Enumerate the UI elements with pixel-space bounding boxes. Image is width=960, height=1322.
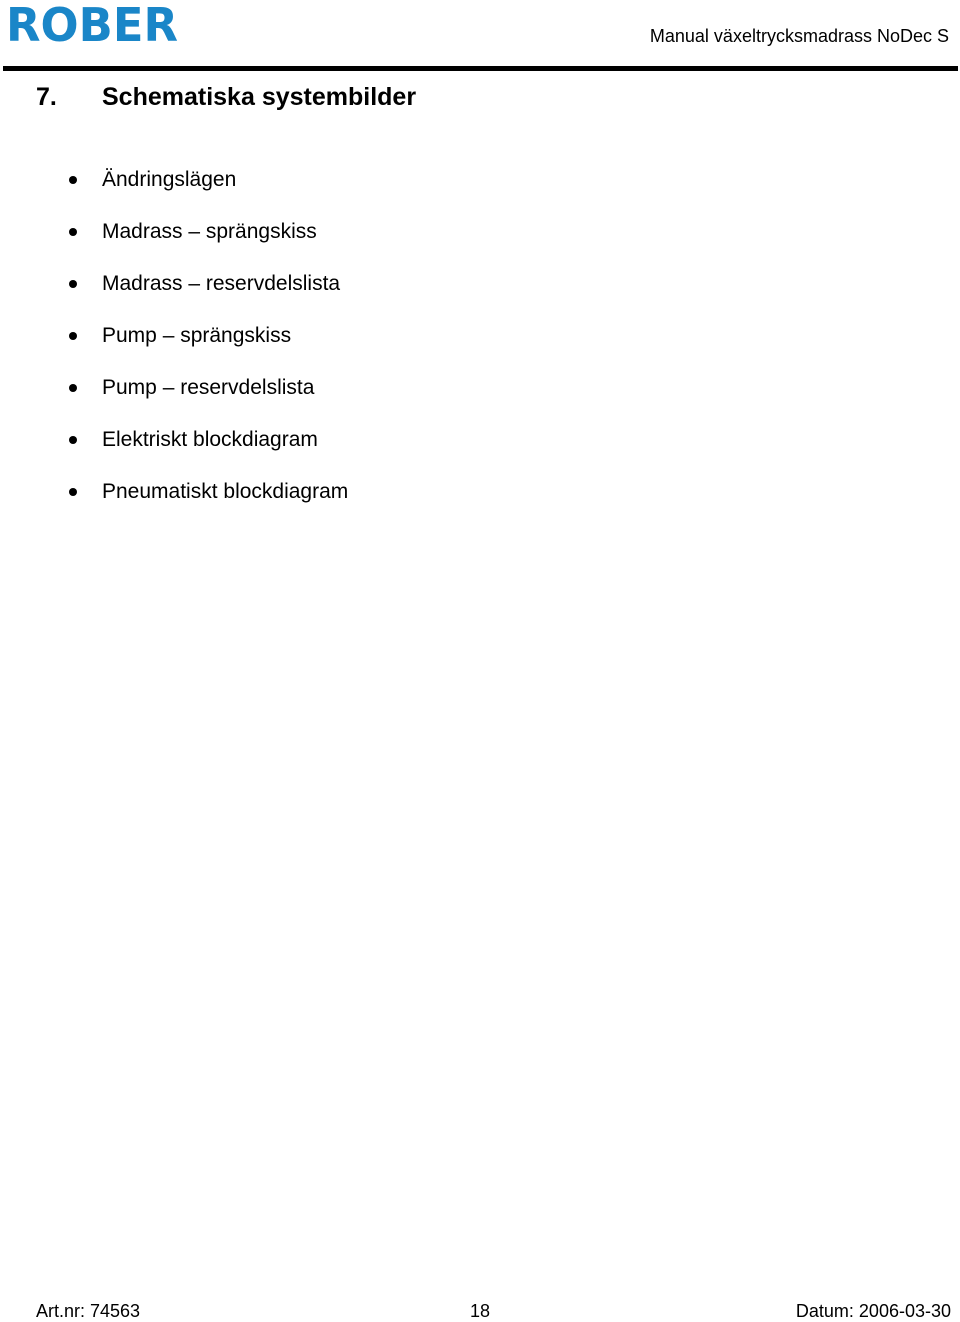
header-divider xyxy=(3,66,958,71)
section-heading xyxy=(36,82,416,112)
document-title: Manual växeltrycksmadrass NoDec S xyxy=(649,26,949,46)
list-item-text: Ändringslägen xyxy=(102,168,237,191)
bullet-icon xyxy=(69,384,77,392)
bullet-icon xyxy=(69,176,77,184)
footer-page-number: 18 xyxy=(470,1301,491,1321)
bullet-icon xyxy=(69,280,77,288)
logo-wordmark: ROBER xyxy=(6,1,178,45)
section-title: Schematiska systembilder xyxy=(102,83,417,111)
rober-logo xyxy=(6,1,182,45)
bullet-icon xyxy=(69,228,77,236)
footer-article-number: Art.nr: 74563 xyxy=(36,1301,141,1321)
footer-date: Datum: 2006-03-30 xyxy=(795,1301,951,1321)
list-item-text: Pump – reservdelslista xyxy=(102,376,315,399)
section-number: 7. xyxy=(36,83,57,111)
list-item-text: Madrass – sprängskiss xyxy=(102,220,317,243)
bullet-icon xyxy=(69,488,77,496)
list-item-text: Pump – sprängskiss xyxy=(102,324,292,347)
bullet-icon xyxy=(69,436,77,444)
bullet-icon xyxy=(69,332,77,340)
list-item-text: Madrass – reservdelslista xyxy=(102,272,341,295)
list-item-text: Elektriskt blockdiagram xyxy=(102,428,318,451)
list-item-text: Pneumatiskt blockdiagram xyxy=(102,480,349,503)
